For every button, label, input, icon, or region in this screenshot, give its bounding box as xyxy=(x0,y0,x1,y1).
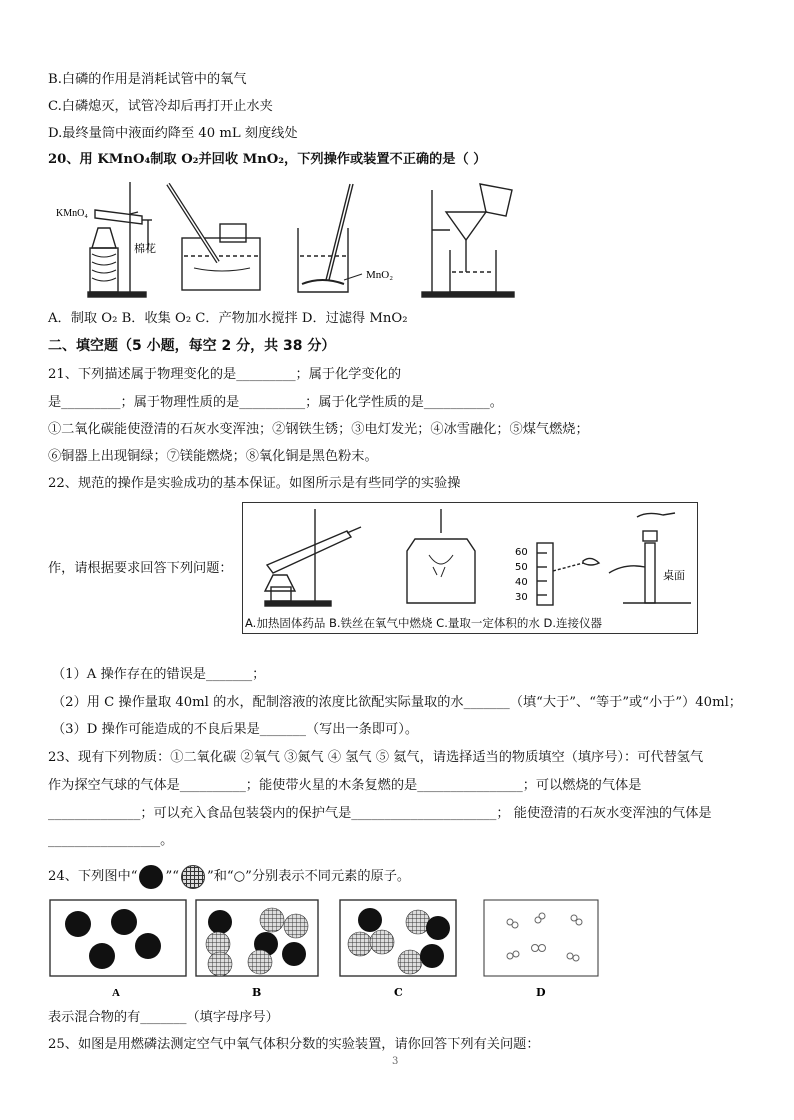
box-b xyxy=(196,900,318,976)
tick-30: 30 xyxy=(515,592,528,603)
q24-stem-part3: ”和“○”分别表示不同元素的原子。 xyxy=(206,869,411,884)
label-b: B xyxy=(252,986,262,999)
q19-option-c: C.白磷熄灭，试管冷却后再打开止水夹 xyxy=(48,99,273,114)
q22-figure-box xyxy=(242,502,698,634)
box-d xyxy=(484,900,598,976)
q23-line1: 23、现有下列物质：①二氧化碳 ②氧气 ③氮气 ④ 氢气 ⑤ 氦气，请选择适当的物质填空（填序号）：可代替氢气 xyxy=(48,750,704,765)
q21-line1: 21、下列描述属于物理变化的是_________；属于化学变化的 xyxy=(48,367,402,382)
q22-figure-caption: A.加热固体药品 B.铁丝在氧气中燃烧 C.量取一定体积的水 D.连接仪器 xyxy=(245,616,603,630)
q24-stem xyxy=(48,865,410,889)
q23-line2: 作为探空气球的气体是__________；能使带火星的木条复燃的是________________；可以燃烧的气体是 xyxy=(48,778,642,793)
q22-sub3: （3）D 操作可能造成的不良后果是_______（写出一条即可）。 xyxy=(52,722,419,737)
q22-apparatus-figure xyxy=(243,503,697,613)
q19-option-d: D.最终量筒中液面约降至 40 mL 刻度线处 xyxy=(48,126,298,141)
q21-line2: 是_________；属于物理性质的是__________；属于化学性质的是__________。 xyxy=(48,395,503,410)
page-number: 3 xyxy=(392,1056,399,1067)
q22-sub2: （2）用 C 操作量取 40ml 的水，配制溶液的浓度比欲配实际量取的水_______（填“大于”、“等于”或“小于”）40ml； xyxy=(52,695,742,710)
q23-line4: _________________。 xyxy=(48,833,174,848)
q21-line4: ⑥铜器上出现铜绿；⑦镁能燃烧；⑧氧化铜是黑色粉末。 xyxy=(48,449,378,464)
label-d: D xyxy=(536,986,546,999)
tick-50: 50 xyxy=(515,562,528,573)
box-c xyxy=(340,900,456,976)
section-title: 二、填空题（5 小题，每空 2 分，共 38 分） xyxy=(48,338,336,354)
tick-60: 60 xyxy=(515,547,528,558)
q20-options: A．制取 O₂ B．收集 O₂ C．产物加水搅拌 D．过滤得 MnO₂ xyxy=(48,311,408,326)
q22-line2: 作，请根据要求回答下列问题： xyxy=(48,561,233,576)
label-c: C xyxy=(394,986,403,999)
q20-apparatus-figure xyxy=(50,176,530,304)
q19-option-b: B.白磷的作用是消耗试管中的氧气 xyxy=(48,72,247,87)
box-a xyxy=(50,900,186,976)
q21-line3: ①二氧化碳能使澄清的石灰水变浑浊；②钢铁生锈；③电灯发光；④冰雪融化；⑤煤气燃烧； xyxy=(48,422,589,437)
kmno4-label: KMnO₄ xyxy=(56,208,88,219)
q24-answer: 表示混合物的有_______（填字母序号） xyxy=(48,1010,279,1025)
q24-stem-part2: ”“ xyxy=(165,869,179,884)
grid-atom-icon xyxy=(181,865,205,889)
q24-particle-figure xyxy=(48,898,608,1002)
tick-40: 40 xyxy=(515,577,528,588)
mno2-label: MnO₂ xyxy=(366,269,394,281)
q24-stem-part1: 24、下列图中“ xyxy=(48,869,138,884)
cotton-label: 棉花 xyxy=(134,242,156,255)
black-atom-icon xyxy=(139,865,163,889)
q23-line3: ______________；可以充入食品包装袋内的保护气是______________________； 能使澄清的石灰水变浑浊的气体是 xyxy=(48,806,712,821)
q22-line1: 22、规范的操作是实验成功的基本保证。如图所示是有些同学的实验操 xyxy=(48,476,461,491)
label-a: A xyxy=(112,987,120,999)
q20-stem: 20、用 KMnO₄制取 O₂并回收 MnO₂，下列操作或装置不正确的是（ ） xyxy=(48,152,487,167)
q25-stem: 25、如图是用燃磷法测定空气中氧气体积分数的实验装置，请你回答下列有关问题： xyxy=(48,1037,540,1052)
desk-label: 桌面 xyxy=(663,569,685,582)
q22-sub1: （1）A 操作存在的错误是_______； xyxy=(52,667,266,682)
